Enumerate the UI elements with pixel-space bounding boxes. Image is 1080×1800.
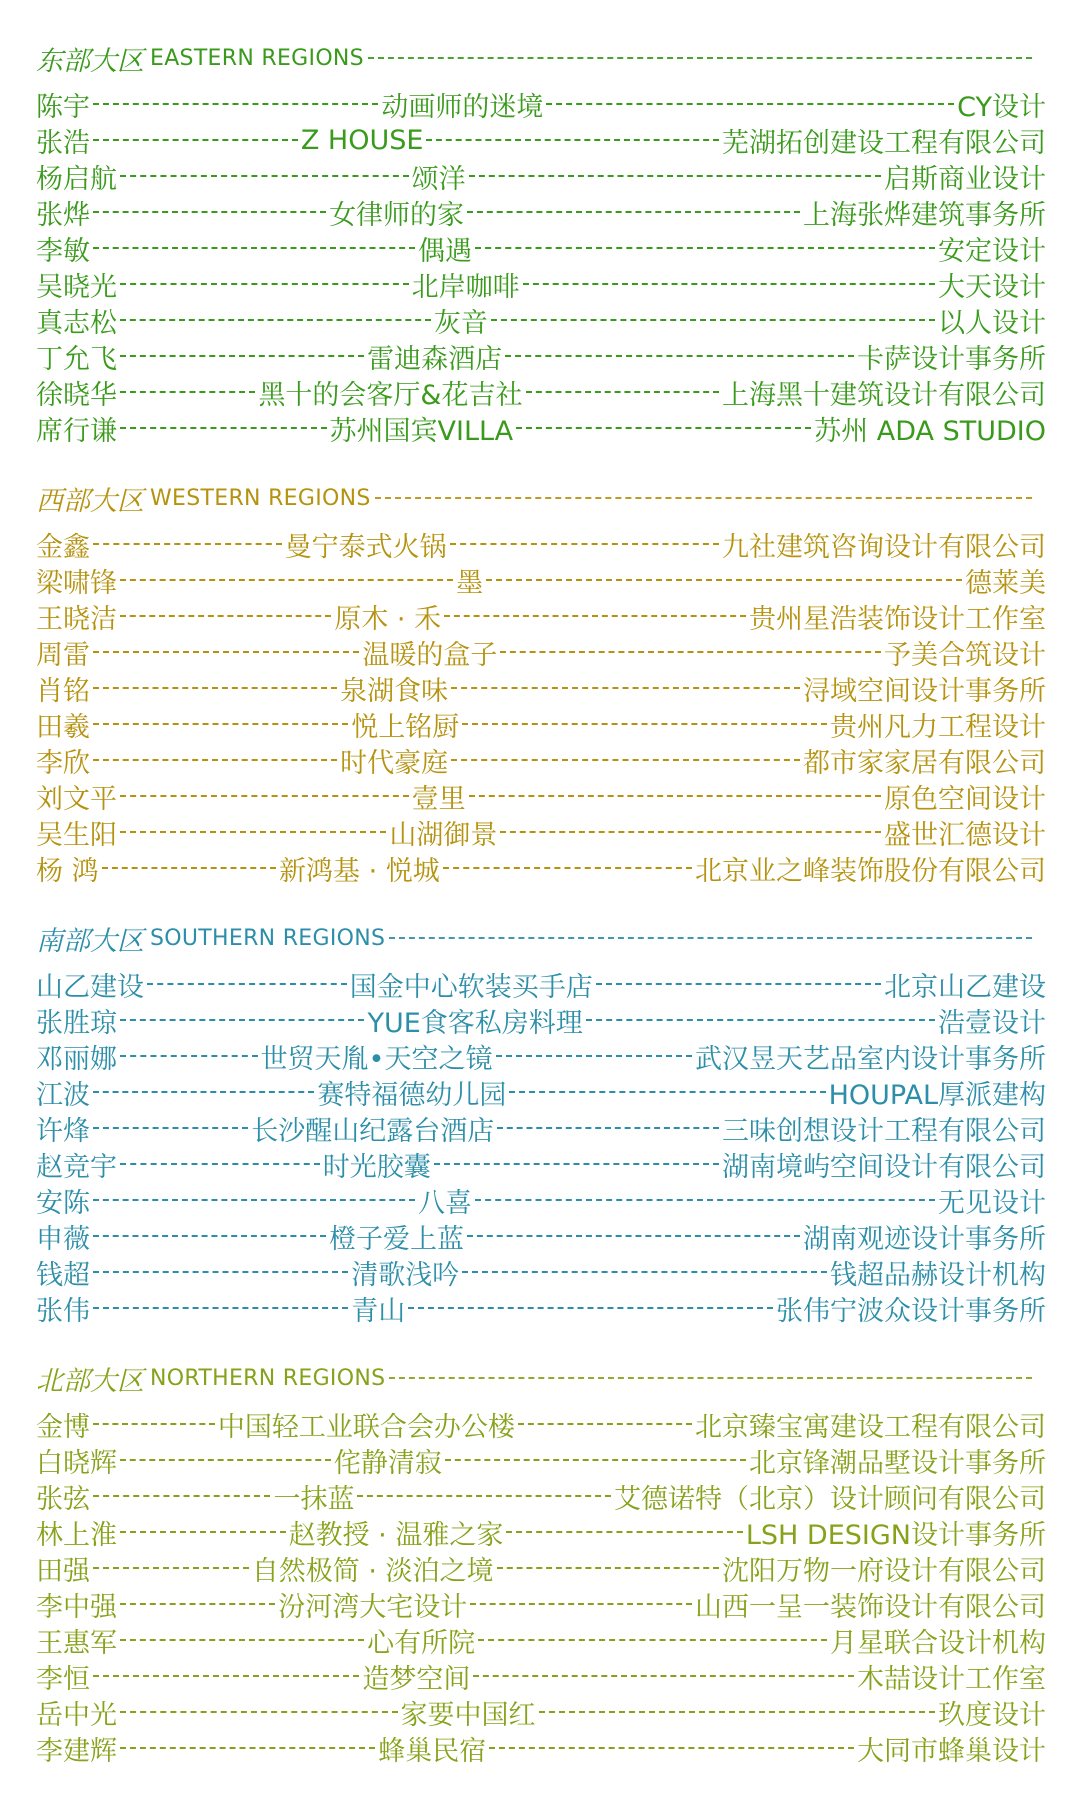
entry-row [36,302,1046,338]
designer-name: 白晓辉 [36,1447,117,1479]
dash-leader [443,867,692,869]
designer-name: 王惠军 [36,1627,117,1659]
project-name: 黑十的会客厅&花吉社 [258,379,523,411]
designer-name: 陈宇 [36,91,90,123]
project-name: 世贸天胤•天空之镜 [260,1043,493,1075]
dash-leader [467,211,800,213]
dash-leader [120,1531,286,1533]
entry-row [36,374,1046,410]
project-name: Z HOUSE [300,124,424,156]
project-name: 曼宁泰式火锅 [284,531,447,563]
designer-name: 安陈 [36,1187,90,1219]
dash-leader [451,759,800,761]
project-name: 侘静清寂 [333,1447,442,1479]
project-name: 颂洋 [411,163,466,195]
dash-leader [473,1675,854,1677]
company-name: 德莱美 [965,567,1046,599]
dash-leader [120,579,453,581]
entry-list [36,1406,1046,1766]
dash-leader [93,1235,326,1237]
dash-leader [467,1235,800,1237]
company-name: 芜湖拓创建设工程有限公司 [722,127,1046,159]
entry-list [36,526,1046,886]
project-name: 山湖御景 [389,819,498,851]
dash-leader [469,175,881,177]
company-name: 湖南观迹设计事务所 [803,1223,1046,1255]
designer-name: 刘文平 [36,783,117,815]
project-name: 墨 [456,567,484,599]
entry-row [36,1074,1046,1110]
designer-name: 许烽 [36,1115,90,1147]
section-title-en: SOUTHERN REGIONS [150,925,386,951]
dash-leader [93,139,298,141]
dash-leader [451,687,800,689]
entry-row [36,1254,1046,1290]
dash-leader [497,1127,719,1129]
dash-leader [93,723,348,725]
designer-name: 金鑫 [36,531,90,563]
project-name: 雷迪森酒店 [367,343,503,375]
company-name: 浩壹设计 [938,1007,1046,1039]
company-name: 原色空间设计 [884,783,1046,815]
entry-row [36,266,1046,302]
dash-leader [93,1307,348,1309]
section-title [36,920,1046,956]
project-name: 新鸿基 · 悦城 [279,855,440,887]
entry-row [36,1658,1046,1694]
entry-row [36,706,1046,742]
dash-leader [445,1459,746,1461]
dash-leader [93,211,326,213]
dash-leader [120,391,255,393]
entry-row [36,410,1046,446]
designer-name: 真志松 [36,307,117,339]
dash-leader [120,1163,320,1165]
company-name: 大同市蜂巢设计 [857,1735,1046,1767]
section-northern [36,1360,1046,1766]
project-name: 一抹蓝 [273,1483,355,1515]
company-name: 武汉昱天艺品室内设计事务所 [695,1043,1046,1075]
dash-leader [93,1271,348,1273]
dash-leader [93,1675,359,1677]
designer-name: 李建辉 [36,1735,117,1767]
designer-name: 肖铭 [36,675,90,707]
section-title-cn: 南部大区 [36,925,144,956]
project-name: 蜂巢民宿 [378,1735,487,1767]
dash-leader [450,543,719,545]
designer-name: 杨启航 [36,163,117,195]
project-name: 中国轻工业联合会办公楼 [217,1411,515,1443]
project-name: 青山 [351,1295,406,1327]
company-name: 钱超品赫设计机构 [830,1259,1046,1291]
project-name: 悦上铭厨 [351,711,460,743]
entry-row [36,86,1046,122]
dash-leader [93,1495,270,1497]
company-name: 上海黑十建筑设计有限公司 [722,379,1046,411]
dash-leader [444,615,746,617]
project-name: 动画师的迷境 [381,91,544,123]
dash-leader [147,983,347,985]
entry-row [36,634,1046,670]
dash-leader [478,1639,827,1641]
company-name: LSH DESIGN设计事务所 [745,1519,1046,1551]
dash-leader [93,543,282,545]
entry-row [36,1146,1046,1182]
project-name: 清歌浅吟 [351,1259,460,1291]
project-name: 泉湖食味 [340,675,449,707]
dash-leader [426,139,719,141]
section-title [36,1360,1046,1396]
designer-name: 李恒 [36,1663,90,1695]
company-name: CY设计 [957,91,1046,123]
company-name: 张伟宁波众设计事务所 [776,1295,1046,1327]
company-name: 北京臻宝寓建设工程有限公司 [695,1411,1046,1443]
dash-leader [93,651,359,653]
section-western [36,480,1046,886]
dash-leader [497,1567,720,1569]
entry-row [36,778,1046,814]
entry-row [36,1110,1046,1146]
project-name: YUE食客私房料理 [367,1007,583,1039]
dash-leader [120,1019,364,1021]
project-name: 自然极简 · 淡泊之境 [251,1555,494,1587]
entry-row [36,1182,1046,1218]
company-name: 玖度设计 [938,1699,1046,1731]
company-name: 贵州星浩装饰设计工作室 [749,603,1046,635]
company-name: 艾德诺特（北京）设计顾问有限公司 [614,1483,1046,1515]
dash-leader [470,1603,692,1605]
project-name: 偶遇 [418,235,472,267]
designer-name: 杨 鸿 [36,855,99,887]
designer-name: 田强 [36,1555,90,1587]
entry-row [36,194,1046,230]
section-divider [389,937,1032,939]
entry-row [36,158,1046,194]
project-name: 长沙醒山纪露台酒店 [251,1115,495,1147]
section-divider [389,1377,1032,1379]
dash-leader [434,1163,719,1165]
dash-leader [462,723,827,725]
company-name: 启斯商业设计 [884,163,1046,195]
entry-row [36,1038,1046,1074]
designer-name: 张烨 [36,199,90,231]
designer-name: 钱超 [36,1259,90,1291]
dash-leader [596,983,881,985]
section-eastern [36,40,1046,446]
entry-row [36,122,1046,158]
dash-leader [500,651,881,653]
company-name: 沈阳万物一府设计有限公司 [722,1555,1046,1587]
project-name: 赛特福德幼儿园 [317,1079,507,1111]
project-name: 国金中心软装买手店 [349,971,593,1003]
dash-leader [93,103,378,105]
company-name: 无见设计 [938,1187,1046,1219]
entry-list [36,966,1046,1326]
dash-leader [120,1747,375,1749]
designer-name: 梁啸锋 [36,567,117,599]
entry-row [36,814,1046,850]
section-southern [36,920,1046,1326]
dash-leader [408,1307,773,1309]
section-title-en: NORTHERN REGIONS [150,1365,386,1391]
company-name: 卡萨设计事务所 [857,343,1046,375]
dash-leader [120,175,409,177]
project-name: 时代豪庭 [340,747,449,779]
dash-leader [120,283,409,285]
company-name: 三味创想设计工程有限公司 [722,1115,1046,1147]
dash-leader [93,1567,249,1569]
company-name: 上海张烨建筑事务所 [803,199,1046,231]
dash-leader [489,1747,854,1749]
dash-leader [120,831,386,833]
project-name: 灰音 [433,307,488,339]
dash-leader [486,579,962,581]
dash-leader [120,1711,398,1713]
dash-leader [120,615,331,617]
dash-leader [120,795,409,797]
dash-leader [120,355,364,357]
designer-name: 山乙建设 [36,971,144,1003]
dash-leader [93,759,337,761]
entry-row [36,670,1046,706]
project-name: 北岸咖啡 [411,271,520,303]
company-name: 大天设计 [938,271,1046,303]
dash-leader [93,1423,215,1425]
project-name: 女律师的家 [329,199,465,231]
dash-leader [102,867,276,869]
dash-leader [120,427,327,429]
designer-name: 张胜琼 [36,1007,117,1039]
company-name: 木喆设计工作室 [857,1663,1046,1695]
dash-leader [546,103,954,105]
dash-leader [523,283,935,285]
dash-leader [120,319,431,321]
company-name: 予美合筑设计 [884,639,1046,671]
dash-leader [516,427,811,429]
designer-name: 申薇 [36,1223,90,1255]
dash-leader [509,1091,825,1093]
entry-row [36,850,1046,886]
dash-leader [93,1127,248,1129]
dash-leader [475,247,935,249]
project-name: 造梦空间 [362,1663,471,1695]
dash-leader [93,1091,314,1093]
entry-row [36,1442,1046,1478]
dash-leader [120,1639,364,1641]
designer-name: 席行谦 [36,415,117,447]
project-name: 壹里 [411,783,466,815]
designer-name: 邓丽娜 [36,1043,117,1075]
designer-name: 周雷 [36,639,90,671]
section-title [36,480,1046,516]
company-name: 月星联合设计机构 [830,1627,1046,1659]
company-name: 北京锋潮品墅设计事务所 [749,1447,1046,1479]
section-title-en: WESTERN REGIONS [150,485,371,511]
designer-name: 张浩 [36,127,90,159]
entry-row [36,1586,1046,1622]
dash-leader [469,795,881,797]
designer-name: 李欣 [36,747,90,779]
project-name: 心有所院 [367,1627,476,1659]
dash-leader [357,1495,611,1497]
section-title-en: EASTERN REGIONS [150,45,364,71]
project-name: 赵教授 · 温雅之家 [288,1519,504,1551]
dash-leader [586,1019,935,1021]
entry-row [36,1730,1046,1766]
designer-name: 赵竞宇 [36,1151,117,1183]
company-name: 都市家家居有限公司 [803,747,1046,779]
company-name: 北京山乙建设 [884,971,1046,1003]
dash-leader [518,1423,692,1425]
entry-row [36,338,1046,374]
project-name: 橙子爱上蓝 [329,1223,465,1255]
company-name: 浔域空间设计事务所 [803,675,1046,707]
entry-list [36,86,1046,446]
company-name: 九社建筑咨询设计有限公司 [722,531,1046,563]
entry-row [36,966,1046,1002]
project-name: 原木 · 禾 [334,603,442,635]
dash-leader [526,391,720,393]
designer-name: 田羲 [36,711,90,743]
entry-row [36,742,1046,778]
dash-leader [93,247,415,249]
entry-row [36,1622,1046,1658]
project-name: 温暖的盒子 [362,639,498,671]
entry-row [36,1406,1046,1442]
project-name: 汾河湾大宅设计 [278,1591,468,1623]
company-name: HOUPAL厚派建构 [828,1079,1046,1111]
entry-row [36,598,1046,634]
dash-leader [462,1271,827,1273]
entry-row [36,1218,1046,1254]
section-divider [368,57,1032,59]
project-name: 家要中国红 [400,1699,536,1731]
entry-row [36,230,1046,266]
entry-row [36,562,1046,598]
section-title [36,40,1046,76]
company-name: 山西一呈一装饰设计有限公司 [695,1591,1046,1623]
company-name: 北京业之峰装饰股份有限公司 [695,855,1046,887]
designer-name: 江波 [36,1079,90,1111]
dash-leader [475,1199,935,1201]
company-name: 以人设计 [938,307,1046,339]
dash-leader [491,319,935,321]
dash-leader [120,1459,331,1461]
company-name: 安定设计 [938,235,1046,267]
section-divider [375,497,1032,499]
company-name: 盛世汇德设计 [884,819,1046,851]
company-name: 贵州凡力工程设计 [830,711,1046,743]
designer-name: 李敏 [36,235,90,267]
designer-name: 丁允飞 [36,343,117,375]
entry-row [36,1290,1046,1326]
entry-row [36,1514,1046,1550]
entry-row [36,1550,1046,1586]
entry-row [36,1694,1046,1730]
designer-name: 林上淮 [36,1519,117,1551]
designer-name: 张弦 [36,1483,90,1515]
company-name: 湖南境屿空间设计有限公司 [722,1151,1046,1183]
dash-leader [93,1199,415,1201]
designer-name: 吴生阳 [36,819,117,851]
designer-name: 吴晓光 [36,271,117,303]
dash-leader [496,1055,693,1057]
designer-name: 张伟 [36,1295,90,1327]
entry-row [36,526,1046,562]
dash-leader [539,1711,935,1713]
entry-row [36,1478,1046,1514]
dash-leader [506,1531,743,1533]
section-title-cn: 北部大区 [36,1365,144,1396]
designer-name: 王晓洁 [36,603,117,635]
dash-leader [120,1603,275,1605]
dash-leader [505,355,854,357]
dash-leader [120,1055,258,1057]
designer-name: 金博 [36,1411,90,1443]
section-title-cn: 西部大区 [36,485,144,516]
designer-name: 李中强 [36,1591,117,1623]
designer-name: 徐晓华 [36,379,117,411]
dash-leader [93,687,337,689]
project-name: 时光胶囊 [322,1151,431,1183]
section-title-cn: 东部大区 [36,45,144,76]
project-name: 八喜 [418,1187,472,1219]
dash-leader [500,831,881,833]
company-name: 苏州 ADA STUDIO [814,415,1046,447]
designer-name: 岳中光 [36,1699,117,1731]
entry-row [36,1002,1046,1038]
project-name: 苏州国宾VILLA [329,415,514,447]
